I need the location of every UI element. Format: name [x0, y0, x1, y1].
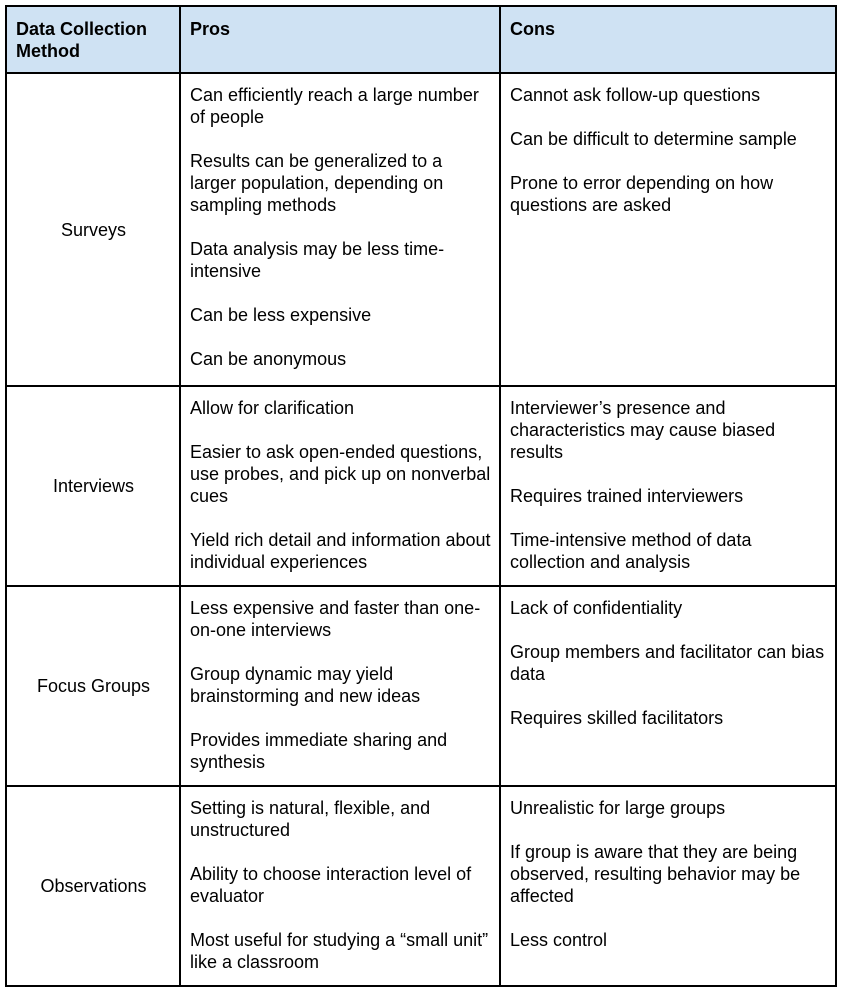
con-item: Can be difficult to determine sample [510, 129, 797, 149]
pro-item: Most useful for studying a “small unit” like a classroom [190, 930, 489, 972]
pro-item: Group dynamic may yield brainstorming and new ideas [190, 664, 421, 706]
con-item: Requires skilled facilitators [510, 708, 724, 728]
pro-item: Can be less expensive [190, 305, 372, 325]
pro-item: Yield rich detail and information about individual experiences [190, 530, 491, 572]
header-pros: Pros [180, 6, 500, 73]
pro-item: Allow for clarification [190, 398, 355, 418]
header-row [6, 6, 836, 73]
pro-item: Less expensive and faster than one-on-one interviews [190, 598, 481, 640]
pro-item: Provides immediate sharing and synthesis [190, 730, 448, 772]
pro-item: Results can be generalized to a larger population, depending on sampling methods [190, 151, 444, 215]
pro-item: Can efficiently reach a large number of people [190, 85, 479, 127]
con-item: Time-intensive method of data collection and analysis [510, 530, 752, 572]
method-cell: Interviews [6, 386, 180, 586]
data-collection-table [5, 5, 837, 987]
con-item: Interviewer’s presence and characteristics may cause biased results [510, 398, 776, 462]
con-item: Lack of confidentiality [510, 598, 683, 618]
pros-cell [180, 786, 500, 986]
pro-item: Easier to ask open-ended questions, use probes, and pick up on nonverbal cues [190, 442, 491, 506]
method-cell: Surveys [6, 73, 180, 386]
pros-cell [180, 586, 500, 786]
con-item: Cannot ask follow-up questions [510, 85, 761, 105]
header-cons: Cons [500, 6, 836, 73]
cons-cell [500, 786, 836, 986]
pros-cell [180, 73, 500, 386]
table-row [6, 786, 836, 986]
con-item: Less control [510, 930, 608, 950]
table-row [6, 586, 836, 786]
con-item: Group members and facilitator can bias data [510, 642, 825, 684]
cons-cell [500, 586, 836, 786]
con-item: If group is aware that they are being observed, resulting behavior may be affected [510, 842, 801, 906]
table-row [6, 386, 836, 586]
pros-cell [180, 386, 500, 586]
pro-item: Can be anonymous [190, 349, 347, 369]
header-method: Data Collection Method [6, 6, 180, 73]
pro-item: Data analysis may be less time-intensive [190, 239, 445, 281]
method-cell: Observations [6, 786, 180, 986]
con-item: Requires trained interviewers [510, 486, 744, 506]
method-cell: Focus Groups [6, 586, 180, 786]
pro-item: Ability to choose interaction level of evaluator [190, 864, 472, 906]
con-item: Prone to error depending on how questions are asked [510, 173, 774, 215]
con-item: Unrealistic for large groups [510, 798, 726, 818]
table-row [6, 73, 836, 386]
pro-item: Setting is natural, flexible, and unstructured [190, 798, 431, 840]
cons-cell [500, 386, 836, 586]
cons-cell [500, 73, 836, 386]
